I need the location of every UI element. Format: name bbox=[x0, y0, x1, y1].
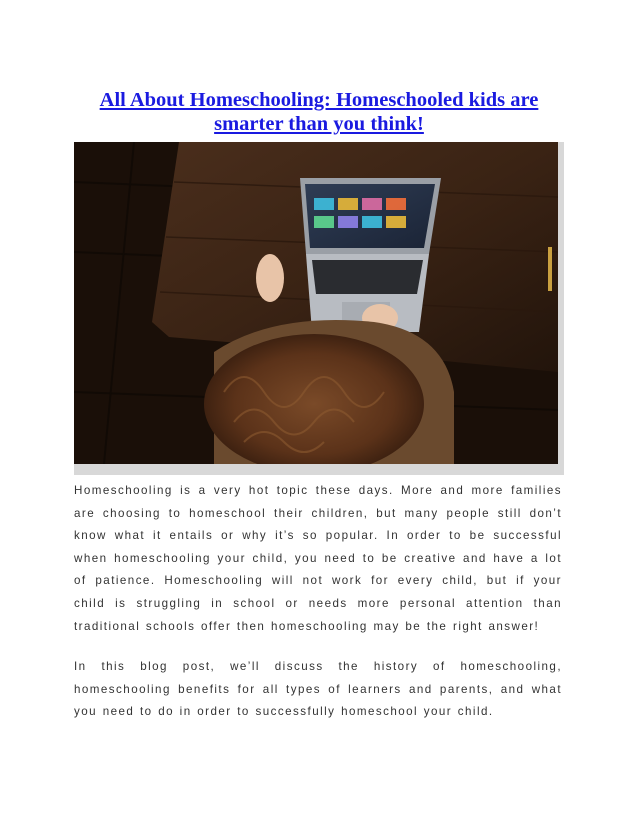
intro-paragraph: Homeschooling is a very hot topic these days. More and more families are choosing to homeschool their children, but many people still don’t know what it entails or why it’s so popular. In order to be successful when homeschooling your child, you need to be creative and have a lot of patience. Homeschooling will not work for every child, but if your child is struggling in school or needs more personal attention than traditional schools offer then homeschooling may be the right answer! bbox=[74, 484, 562, 633]
hero-figure bbox=[74, 142, 564, 475]
child-with-laptop-illustration bbox=[74, 142, 558, 464]
overview-paragraph: In this blog post, we’ll discuss the history of homeschooling, homeschooling benefits for all types of learners and parents, and what you need to do in order to successfully homeschool your child. bbox=[74, 660, 562, 719]
hero-photo bbox=[74, 142, 558, 464]
page-title-link[interactable]: All About Homeschooling: Homeschooled kids are smarter than you think! bbox=[99, 89, 539, 135]
